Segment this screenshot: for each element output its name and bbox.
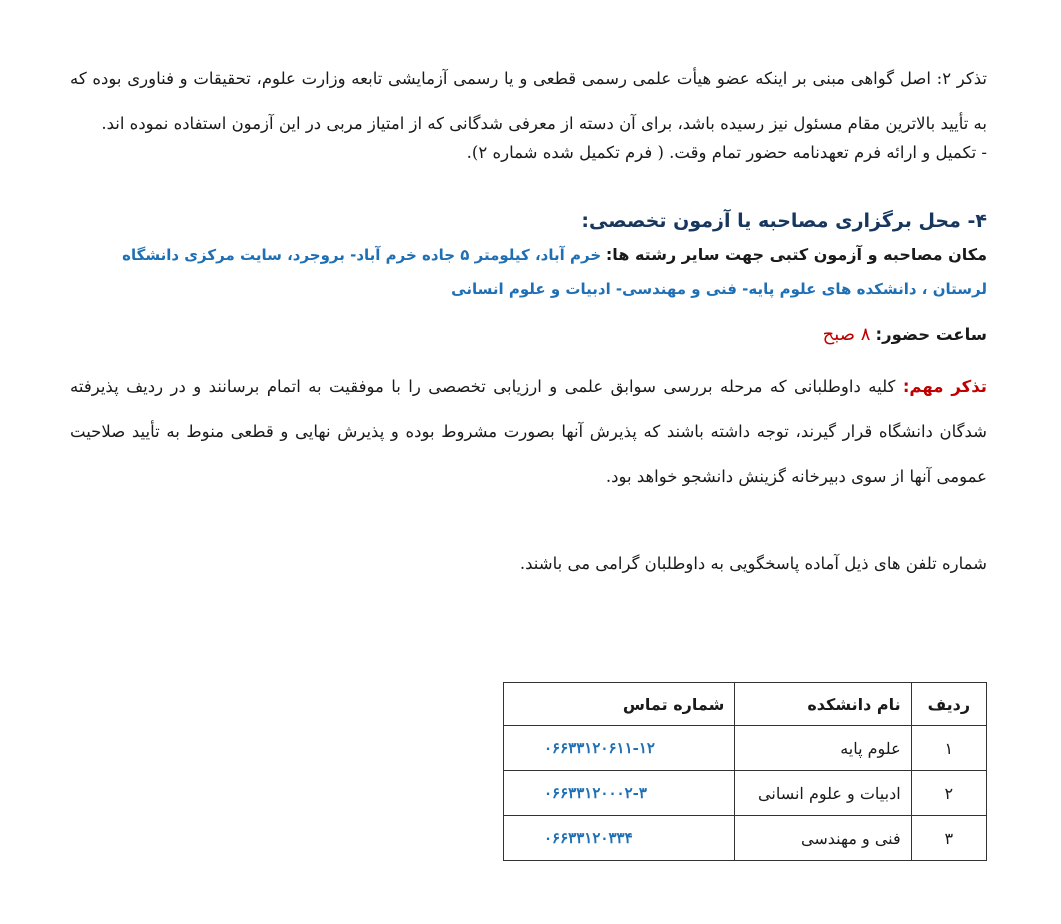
faculty-name: فنی و مهندسی — [735, 816, 911, 861]
row-number: ۱ — [911, 726, 986, 771]
important-note — [70, 364, 987, 499]
location-value: خرم آباد، کیلومتر ۵ جاده خرم آباد- بروجرد، سایت مرکزی دانشگاه لرستان ، دانشکده های علوم پایه- فنی و مهندسی- ادبیات و علوم انسانی — [122, 246, 987, 298]
row-number: ۳ — [911, 816, 986, 861]
phone-number: ۰۶۶۳۳۱۲۰۰۰۲-۳ — [504, 771, 735, 816]
table-row — [504, 726, 987, 771]
header-phone: شماره تماس — [504, 683, 735, 726]
attendance-time-label: ساعت حضور: — [875, 325, 987, 344]
form-note: - تکمیل و ارائه فرم تعهدنامه حضور تمام وقت. ( فرم تکمیل شده شماره ۲). — [466, 143, 987, 162]
attendance-time — [70, 320, 987, 350]
phone-number: ۰۶۶۳۳۱۲۰۳۳۴ — [504, 816, 735, 861]
header-row-number: ردیف — [911, 683, 986, 726]
section-4-title: ۴- محل برگزاری مصاحبه یا آزمون تخصصی: — [581, 210, 987, 232]
contact-table — [503, 682, 987, 861]
row-number: ۲ — [911, 771, 986, 816]
table-row — [504, 816, 987, 861]
location-label: مکان مصاحبه و آزمون کتبی جهت سایر رشته ها: — [605, 245, 987, 264]
important-note-label: تذکر مهم: — [902, 377, 987, 396]
phones-intro: شماره تلفن های ذیل آماده پاسخگویی به داوطلبان گرامی می باشند. — [519, 554, 987, 573]
location-paragraph — [70, 238, 987, 306]
faculty-name: ادبیات و علوم انسانی — [735, 771, 911, 816]
faculty-name: علوم پایه — [735, 726, 911, 771]
table-header-row — [504, 683, 987, 726]
important-note-text: کلیه داوطلبانی که مرحله بررسی سوابق علمی و ارزیابی تخصصی را با موفقیت به اتمام برسانند و در ردیف پذیرفته شدگان دانشگاه قرار گیرند، توجه داشته باشند که پذیرش آنها بصورت مشروط بوده و پذیرش نهایی و قطعی منوط به تأیید صلاحیت عمومی آنها از سوی دبیرخانه گزینش دانشجو خواهد بود. — [70, 377, 987, 486]
note-2-paragraph: تذکر ۲: اصل گواهی مبنی بر اینکه عضو هیأت علمی رسمی قطعی و یا رسمی آزمایشی تابعه وزارت علوم، تحقیقات و فناوری بوده که به تأیید بالاترین مقام مسئول نیز رسیده باشد، برای آن دسته از معرفی شدگانی که از امتیاز مربی در این آزمون استفاده نموده اند. — [70, 69, 987, 133]
phone-number: ۰۶۶۳۳۱۲۰۶۱۱-۱۲ — [504, 726, 735, 771]
header-faculty: نام دانشکده — [735, 683, 911, 726]
table-row — [504, 771, 987, 816]
attendance-time-value: ۸ صبح — [822, 324, 871, 345]
